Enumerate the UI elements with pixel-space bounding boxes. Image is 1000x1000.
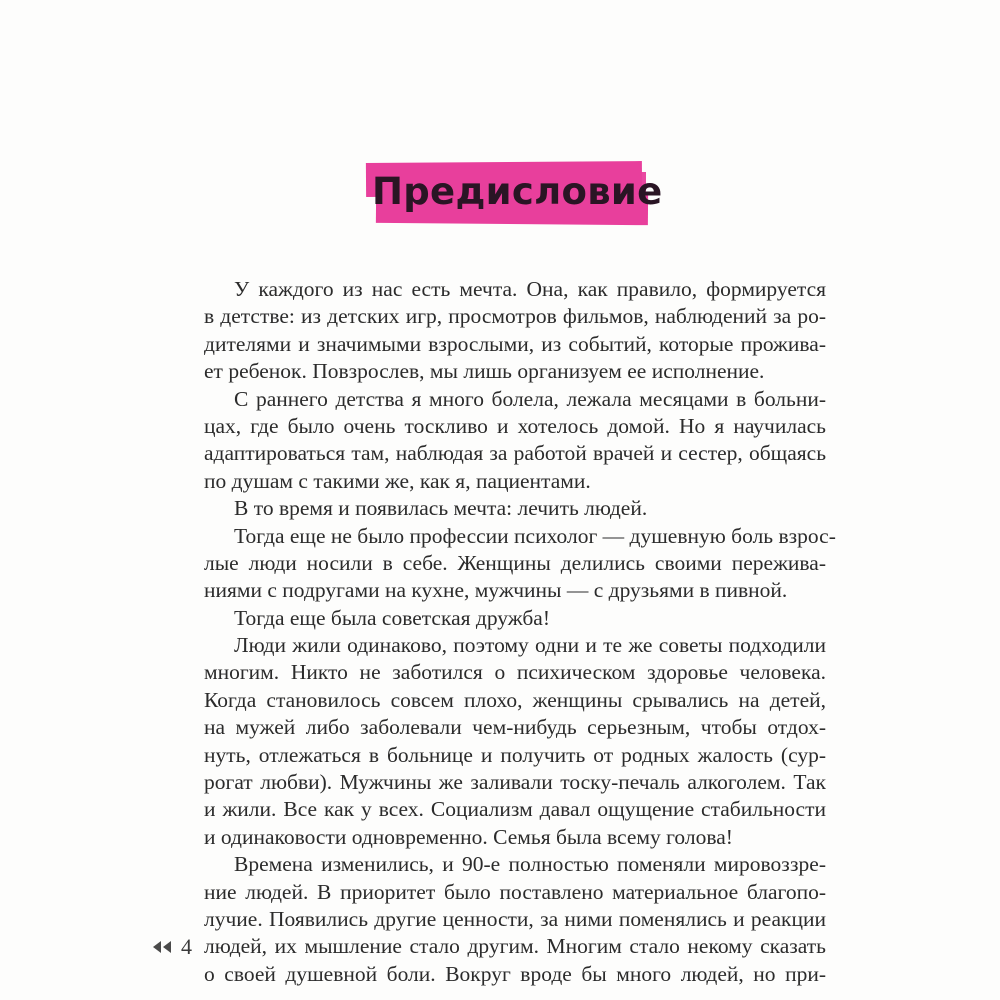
text-line: лучие. Появились другие ценности, за ними поменялись и реакции	[204, 906, 826, 931]
text-line: Тогда еще не было профессии психолог — душевную боль взрос-	[234, 523, 836, 548]
text-line: ние людей. В приоритет было поставлено материальное благопо-	[204, 879, 826, 904]
text-line: Тогда еще была советская дружба!	[234, 605, 550, 630]
text-line: адаптироваться там, наблюдая за работой врачей и сестер, общаясь	[204, 441, 826, 466]
text-line: ет ребенок. Повзрослев, мы лишь организуем ее исполнение.	[204, 359, 765, 384]
page-title: Предисловие	[372, 170, 663, 213]
double-left-triangle-icon	[151, 940, 173, 954]
text-line: людей, их мышление стало другим. Многим стало некому сказать	[204, 934, 826, 959]
text-line: и жили. Все как у всех. Социализм давал ощущение стабильности	[204, 797, 826, 822]
text-line: о своей душевной боли. Вокруг вроде бы много людей, но при-	[204, 961, 826, 986]
text-line: Люди жили одинаково, поэтому одни и те же советы подходили	[234, 633, 826, 658]
text-line: и одинаковости одновременно. Семья была всему голова!	[204, 824, 733, 849]
chapter-heading	[366, 160, 663, 232]
body-text	[204, 276, 836, 988]
text-line: на мужей либо заболевали чем-нибудь серьезным, чтобы отдох-	[204, 715, 826, 740]
text-line: по душам с такими же, как я, пациентами.	[204, 468, 591, 493]
text-line: У каждого из нас есть мечта. Она, как правило, формируется	[234, 277, 826, 301]
page-footer	[151, 930, 192, 964]
page-number: 4	[181, 934, 192, 959]
text-line: дителями и значимыми взрослыми, из событий, которые прожива-	[204, 331, 826, 356]
text-line: Когда становилось совсем плохо, женщины срывались на детей,	[204, 687, 826, 712]
text-line: рогат любви). Мужчины же заливали тоску-печаль алкоголем. Так	[204, 770, 826, 795]
text-line: Времена изменились, и 90-е полностью поменяли мировоззре-	[234, 852, 826, 877]
text-line: в детстве: из детских игр, просмотров фильмов, наблюдений за ро-	[204, 304, 826, 329]
text-line: С раннего детства я много болела, лежала месяцами в больни-	[234, 386, 826, 411]
text-line: цах, где было очень тоскливо и хотелось домой. Но я научилась	[204, 413, 826, 438]
text-line: многим. Никто не заботился о психическом здоровье человека.	[204, 660, 826, 685]
text-line: лые люди носили в себе. Женщины делились своими пережива-	[204, 550, 826, 575]
text-line: нуть, отлежаться в больнице и получить от родных жалость (сур-	[204, 742, 826, 767]
text-line: В то время и появилась мечта: лечить людей.	[234, 496, 648, 521]
text-line: ниями с подругами на кухне, мужчины — с друзьями в пивной.	[204, 578, 788, 603]
